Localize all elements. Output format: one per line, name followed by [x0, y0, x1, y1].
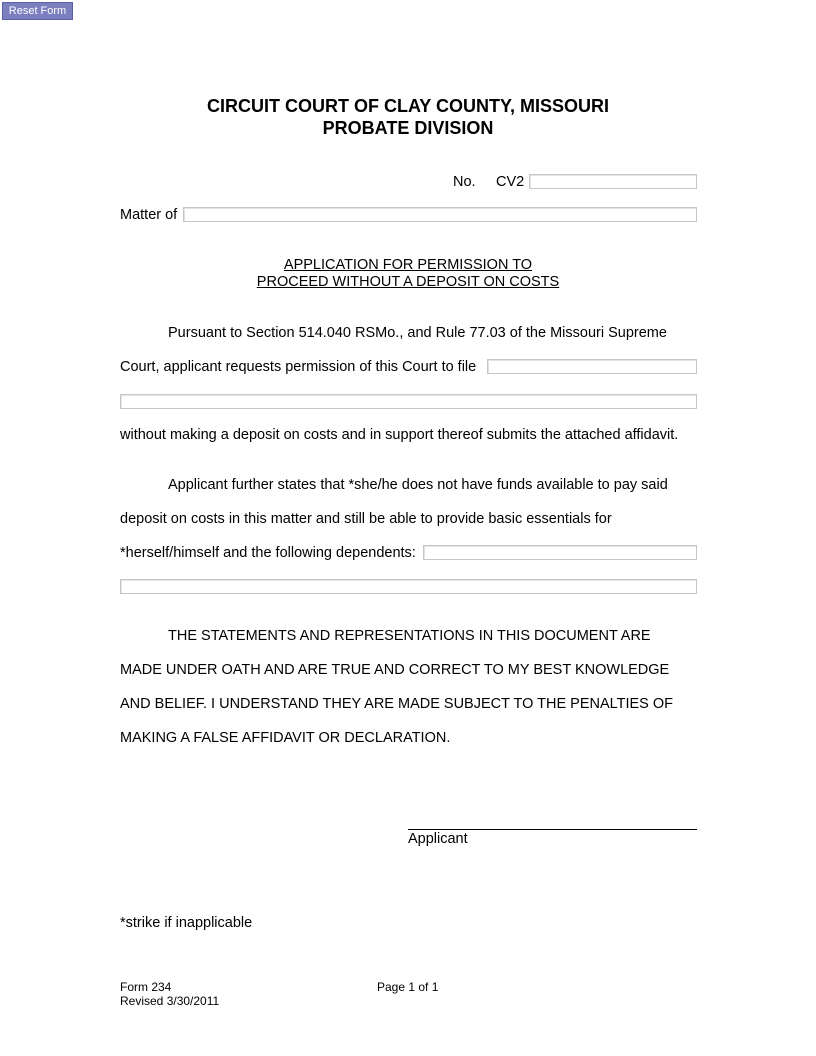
case-no-label: No.: [453, 174, 476, 190]
file-item-input-1[interactable]: [487, 359, 697, 374]
strike-note: *strike if inapplicable: [120, 915, 253, 931]
revised-date: Revised 3/30/2011: [120, 994, 220, 1008]
case-prefix: CV2: [496, 174, 525, 190]
paragraph2-line1: Applicant further states that *she/he does not have funds available to pay said: [168, 477, 668, 493]
paragraph2-line2: deposit on costs in this matter and still be able to provide basic essentials for: [120, 511, 612, 527]
reset-form-button[interactable]: Reset Form: [2, 2, 73, 20]
paragraph1-line3: without making a deposit on costs and in support thereof submits the attached affidavit.: [120, 427, 679, 443]
paragraph1-line2: Court, applicant requests permission of this Court to file: [120, 359, 477, 375]
statement-line3: AND BELIEF. I UNDERSTAND THEY ARE MADE SUBJECT TO THE PENALTIES OF: [120, 696, 674, 712]
file-item-input-2[interactable]: [120, 394, 697, 409]
case-number-input[interactable]: [529, 174, 697, 189]
applicant-label: Applicant: [408, 831, 468, 847]
document-title-line2: PROCEED WITHOUT A DEPOSIT ON COSTS: [256, 274, 560, 290]
court-heading: CIRCUIT COURT OF CLAY COUNTY, MISSOURI: [206, 96, 610, 116]
matter-of-input[interactable]: [183, 207, 697, 222]
statement-line4: MAKING A FALSE AFFIDAVIT OR DECLARATION.: [120, 730, 451, 746]
division-heading: PROBATE DIVISION: [322, 118, 494, 138]
statement-line2: MADE UNDER OATH AND ARE TRUE AND CORRECT TO MY BEST KNOWLEDGE: [120, 662, 670, 678]
statement-line1: THE STATEMENTS AND REPRESENTATIONS IN THIS DOCUMENT ARE: [168, 628, 651, 644]
dependents-input-1[interactable]: [423, 545, 697, 560]
paragraph2-line3: *herself/himself and the following dependents:: [120, 545, 416, 561]
matter-of-label: Matter of: [120, 207, 178, 223]
form-number: Form 234: [120, 980, 172, 994]
document-title-line1: APPLICATION FOR PERMISSION TO: [283, 257, 533, 273]
paragraph1-line1: Pursuant to Section 514.040 RSMo., and Rule 77.03 of the Missouri Supreme: [168, 325, 667, 341]
dependents-input-2[interactable]: [120, 579, 697, 594]
page-number: Page 1 of 1: [377, 980, 439, 994]
